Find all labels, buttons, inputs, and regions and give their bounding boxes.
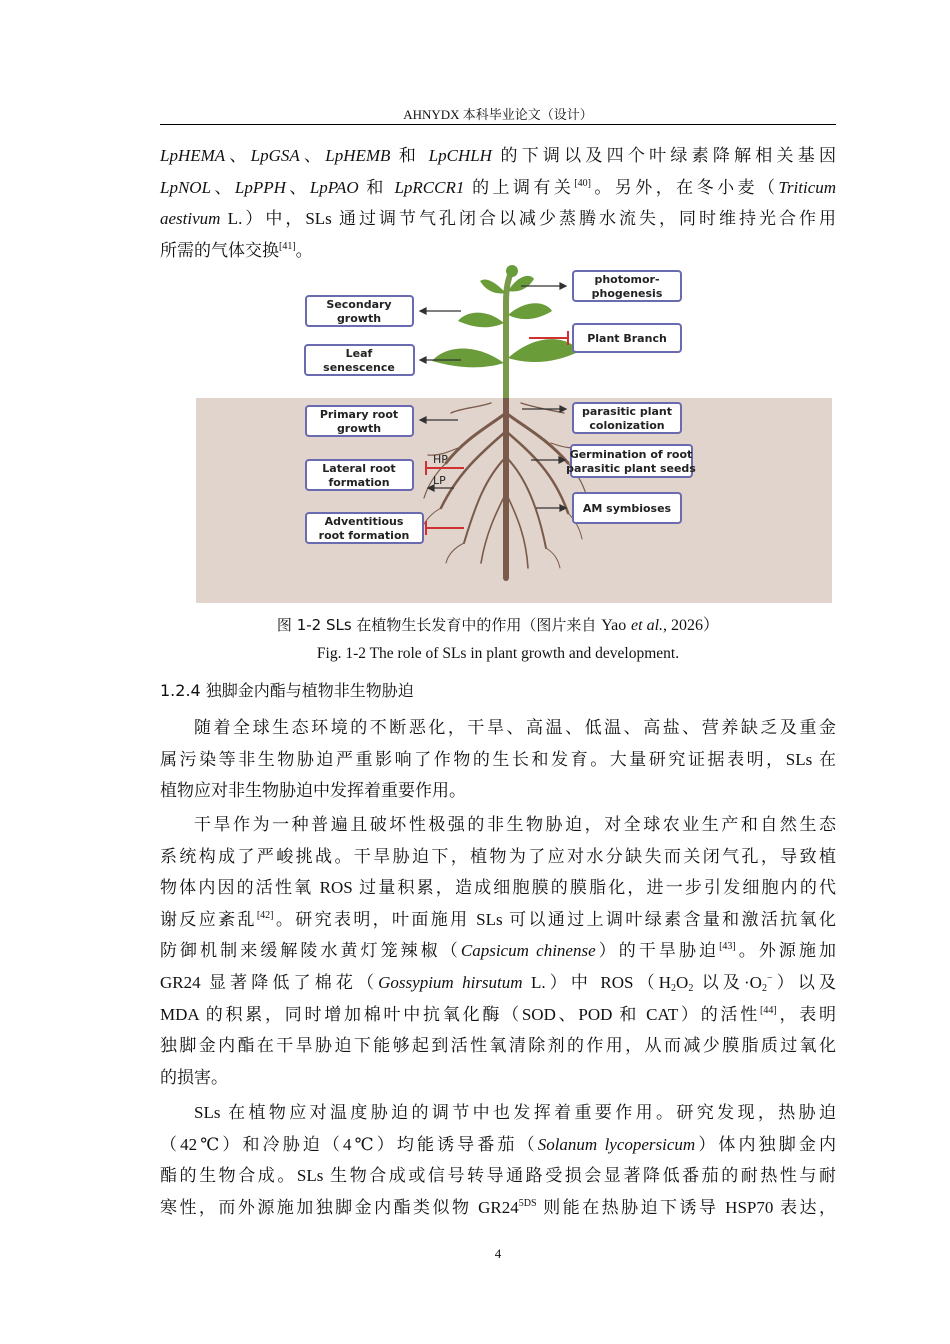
para4-line-3: 酯的生物合成。SLs 生物合成或信号转导通路受损会显著降低番茄的耐热性与耐 xyxy=(160,1166,836,1186)
box-germination-parasitic-seeds xyxy=(566,445,696,477)
text: 的下调以及四个叶绿素降解相关基因 xyxy=(491,146,837,165)
gene-name: LpHEMB xyxy=(325,146,391,165)
box-am-symbioses xyxy=(573,493,681,523)
para1-line-4 xyxy=(160,235,836,267)
para2-line-2: 属污染等非生物胁迫严重影响了作物的生长和发育。大量研究证据表明，SLs 在 xyxy=(160,749,836,769)
paragraph-1 xyxy=(160,140,836,266)
species-name: Gossypium hirsutum xyxy=(378,972,523,992)
para3-line-9: 的损害。 xyxy=(160,1067,228,1087)
text: O xyxy=(676,972,689,992)
species-name: Capsicum chinense xyxy=(460,941,596,961)
subscript: 2 xyxy=(761,982,767,994)
species-name: Solanum lycopersicum xyxy=(537,1134,696,1154)
text: ，表明 xyxy=(776,1004,836,1024)
para4-line-2 xyxy=(160,1129,836,1161)
para3-line-7 xyxy=(160,999,836,1031)
text: 、 xyxy=(299,146,326,165)
svg-text:AM symbioses: AM symbioses xyxy=(582,502,672,515)
box-adventitious-root-formation xyxy=(306,513,423,543)
citation[interactable]: [44] xyxy=(760,1004,777,1016)
box-parasitic-plant-colonization xyxy=(573,403,681,433)
section-heading: 1.2.4 独脚金内酯与植物非生物胁迫 xyxy=(160,681,414,700)
gene-name: LpRCCR1 xyxy=(394,177,465,197)
text: L.）中，SLs 通过调节气孔闭合以减少蒸腾水流失，同时维持光合作用 xyxy=(220,209,836,229)
text: 所需的气体交换 xyxy=(160,240,279,260)
para3-line-5 xyxy=(160,935,836,967)
text: 则能在热胁迫下诱导 HSP70 表达， xyxy=(536,1197,836,1217)
para3-line-1: 干旱作为一种普遍且破坏性极强的非生物胁迫，对全球农业生产和自然生态 xyxy=(194,815,836,834)
text: 和 xyxy=(390,146,429,165)
gene-name: LpGSA xyxy=(250,146,300,165)
gene-name: LpPPH xyxy=(234,177,286,197)
text: ）以及 xyxy=(772,972,837,992)
text: 、 xyxy=(225,146,251,165)
citation[interactable]: [41] xyxy=(279,240,296,252)
svg-text:growth: growth xyxy=(336,422,382,435)
text: 。外源施加 xyxy=(735,941,837,961)
figure-caption-cn xyxy=(160,612,836,635)
para1-line-1 xyxy=(160,140,836,172)
para2-line-3: 植物应对非生物胁迫中发挥着重要作用。 xyxy=(160,781,466,801)
superscript: 5DS xyxy=(518,1197,537,1209)
svg-text:phogenesis: phogenesis xyxy=(591,287,663,300)
citation[interactable]: [42] xyxy=(256,909,274,921)
citation[interactable]: [40] xyxy=(574,177,591,189)
svg-text:Adventitious: Adventitious xyxy=(324,515,404,528)
para3-line-2: 系统构成了严峻挑战。干旱胁迫下，植物为了应对水分缺失而关闭气孔，导致植 xyxy=(160,846,836,866)
text: 的上调有关 xyxy=(464,177,575,197)
svg-text:Secondary: Secondary xyxy=(326,298,392,311)
lp-label: LP xyxy=(433,474,446,487)
figure-sls-roles xyxy=(196,263,832,603)
svg-text:growth: growth xyxy=(336,312,382,325)
svg-text:photomor-: photomor- xyxy=(594,273,660,286)
soil-background xyxy=(196,398,832,603)
gene-name: LpCHLH xyxy=(428,146,492,165)
svg-text:Primary root: Primary root xyxy=(319,408,399,421)
caption-etal: et al. xyxy=(631,617,664,634)
para3-line-3: 物体内因的活性氧 ROS 过量积累，造成细胞膜的膜脂化，进一步引发细胞内的代 xyxy=(160,878,836,898)
box-lateral-root-formation xyxy=(306,460,413,490)
svg-text:formation: formation xyxy=(328,476,390,489)
text: GR24 显著降低了棉花（ xyxy=(160,972,379,992)
para4-line-1: SLs 在植物应对温度胁迫的调节中也发挥着重要作用。研究发现，热胁迫 xyxy=(194,1103,836,1122)
paragraph-3 xyxy=(160,809,836,1093)
para1-line-3 xyxy=(160,203,836,235)
svg-text:Leaf: Leaf xyxy=(345,347,373,360)
box-photomorphogenesis xyxy=(573,271,681,301)
text: L.）中 ROS（H xyxy=(522,972,672,992)
para1-line-2 xyxy=(160,172,836,204)
caption-author: Yao xyxy=(601,617,627,634)
para3-line-4 xyxy=(160,904,836,936)
superscript: − xyxy=(766,972,773,984)
text: ）的干旱胁迫 xyxy=(595,941,720,961)
caption-year: , 2026） xyxy=(663,617,720,634)
svg-text:parasitic plant seeds: parasitic plant seeds xyxy=(566,462,696,475)
running-header: AHNYDX 本科毕业论文（设计） xyxy=(403,107,593,122)
hp-label: HP xyxy=(433,453,448,466)
text: 谢反应紊乱 xyxy=(160,909,257,929)
gene-name: LpHEMA xyxy=(160,146,226,165)
svg-text:parasitic plant: parasitic plant xyxy=(582,405,672,418)
para4-line-4 xyxy=(160,1192,836,1224)
subscript: 2 xyxy=(671,982,677,994)
para3-line-8: 独脚金内酯在干旱胁迫下能够起到活性氧清除剂的作用，从而减少膜脂质过氧化 xyxy=(160,1036,836,1056)
text: ）体内独脚金内 xyxy=(695,1134,836,1154)
svg-text:Lateral root: Lateral root xyxy=(322,462,396,475)
text: 以及·O xyxy=(693,972,762,992)
text: 防御机制来缓解陵水黄灯笼辣椒（ xyxy=(160,941,461,961)
text: 。另外，在冬小麦（ xyxy=(590,177,779,197)
svg-text:colonization: colonization xyxy=(589,419,665,432)
gene-name: LpPAO xyxy=(309,177,359,197)
box-secondary-growth xyxy=(306,296,413,326)
header-rule xyxy=(160,124,836,125)
figure-caption-en: Fig. 1-2 The role of SLs in plant growth and development. xyxy=(316,645,680,662)
paragraph-4 xyxy=(160,1097,836,1223)
caption-text: 图 1-2 SLs 在植物生长发育中的作用（图片来自 xyxy=(276,616,602,634)
svg-text:root formation: root formation xyxy=(318,529,410,542)
text: 。研究表明，叶面施用 SLs 可以通过上调叶绿素含量和激活抗氧化 xyxy=(273,909,836,929)
species-name: Triticum xyxy=(778,177,837,197)
box-primary-root-growth xyxy=(306,406,413,436)
para2-line-1: 随着全球生态环境的不断恶化，干旱、高温、低温、高盐、营养缺乏及重金 xyxy=(194,718,836,737)
gene-name: LpNOL xyxy=(160,177,212,197)
text: 和 xyxy=(358,177,395,197)
para3-line-6 xyxy=(160,967,836,999)
text: 寒性，而外源施加独脚金内酯类似物 GR24 xyxy=(160,1197,519,1217)
page-number: 4 xyxy=(494,1246,502,1261)
box-plant-branch xyxy=(573,324,681,352)
text: （42℃）和冷胁迫（4℃）均能诱导番茄（ xyxy=(160,1134,538,1154)
text: 、 xyxy=(285,177,310,197)
text: MDA 的积累，同时增加棉叶中抗氧化酶（SOD、POD 和 CAT）的活性 xyxy=(160,1004,761,1024)
text: 。 xyxy=(295,240,313,260)
species-name: aestivum xyxy=(160,209,221,229)
box-leaf-senescence xyxy=(305,345,414,375)
svg-text:Plant Branch: Plant Branch xyxy=(587,332,667,345)
paragraph-2 xyxy=(160,712,836,807)
svg-text:Germination of root: Germination of root xyxy=(569,448,693,461)
text: 、 xyxy=(211,177,235,197)
svg-text:senescence: senescence xyxy=(323,361,395,374)
subscript: 2 xyxy=(688,982,694,994)
citation[interactable]: [43] xyxy=(719,941,736,953)
